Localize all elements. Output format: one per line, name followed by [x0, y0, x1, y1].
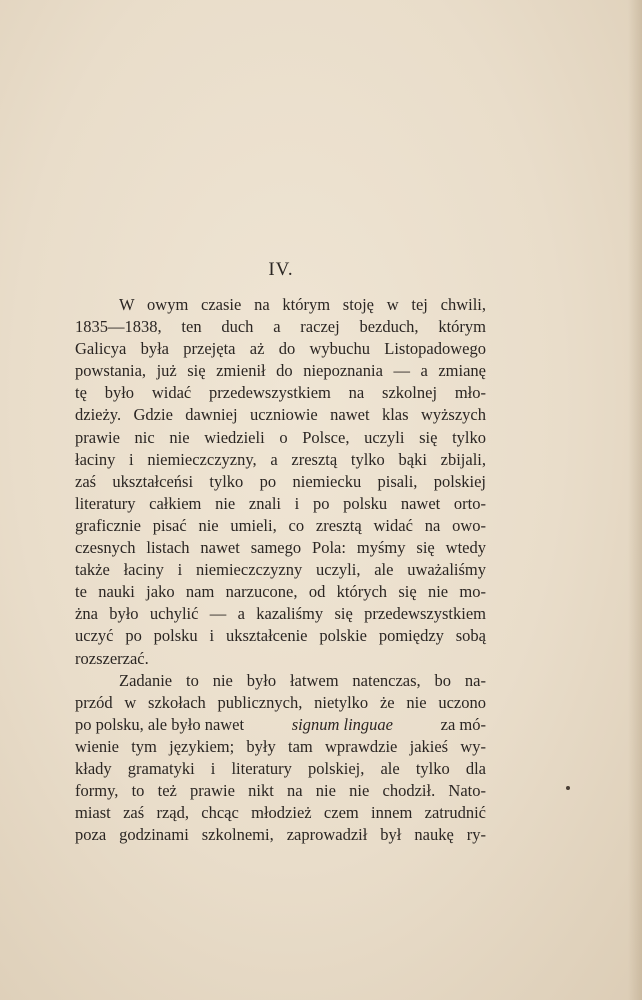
page-edge-shadow	[628, 0, 642, 1000]
text-line: prawie nic nie wiedzieli o Polsce, uczyli się tylko	[75, 427, 486, 447]
text-line: rozszerzać.	[75, 648, 149, 668]
text-line: literatury całkiem nie znali i po polsku nawet orto-	[75, 493, 486, 513]
text-line: przód w szkołach publicznych, nietylko że nie uczono	[75, 692, 486, 712]
text-line: formy, to też prawie nikt na nie nie chodził. Nato-	[75, 781, 486, 801]
text-line: wienie tym językiem; były tam wprawdzie jakieś wy-	[75, 736, 486, 756]
text-line: te nauki jako nam narzucone, od których się nie mo-	[75, 582, 486, 602]
text-line: łaciny i niemieczczyzny, a zresztą tylko bąki zbijali,	[75, 449, 486, 469]
text-line: Zadanie to nie było łatwem natenczas, bo na-	[119, 670, 486, 690]
text-line: kłady gramatyki i literatury polskiej, ale tylko dla	[75, 758, 486, 778]
text-line: zaś ukształceńsi tylko po niemiecku pisali, polskiej	[75, 471, 486, 491]
body-text	[75, 294, 486, 846]
text-line: także łaciny i niemieczczyzny uczyli, ale uważaliśmy	[75, 560, 486, 580]
text-line: żna było uchylić — a kazaliśmy się przedewszystkiem	[75, 604, 486, 624]
text-line: dzieży. Gdzie dawniej uczniowie nawet klas wyższych	[75, 405, 486, 425]
chapter-heading: IV.	[268, 259, 294, 280]
text-line: Galicya była przejęta aż do wybuchu Listopadowego	[75, 339, 486, 359]
italic-phrase: signum linguae	[291, 714, 394, 734]
text-line: W owym czasie na którym stoję w tej chwili,	[119, 295, 486, 314]
text-line: czesnych listach nawet samego Pola: myśmy się wtedy	[75, 538, 486, 558]
text-line: poza godzinami szkolnemi, zaprowadził był naukę ry-	[75, 825, 486, 845]
ink-speck	[566, 786, 570, 790]
text-line: 1835—1838, ten duch a raczej bezduch, którym	[75, 317, 486, 337]
text-line-with-italic	[75, 714, 486, 736]
text-line: tę było widać przedewszystkiem na szkolnej mło-	[75, 383, 486, 403]
text-line: powstania, już się zmienił do niepoznania — a zmianę	[75, 361, 486, 381]
text-line: graficznie pisać nie umieli, co zresztą widać na owo-	[75, 515, 486, 535]
text-line: miast zaś rząd, chcąc młodzież czem innem zatrudnić	[75, 803, 486, 823]
text-line: uczyć po polsku i ukształcenie polskie pomiędzy sobą	[75, 626, 486, 646]
text-segment: po polsku, ale było nawet	[75, 714, 245, 734]
text-segment: za mó-	[440, 714, 486, 734]
